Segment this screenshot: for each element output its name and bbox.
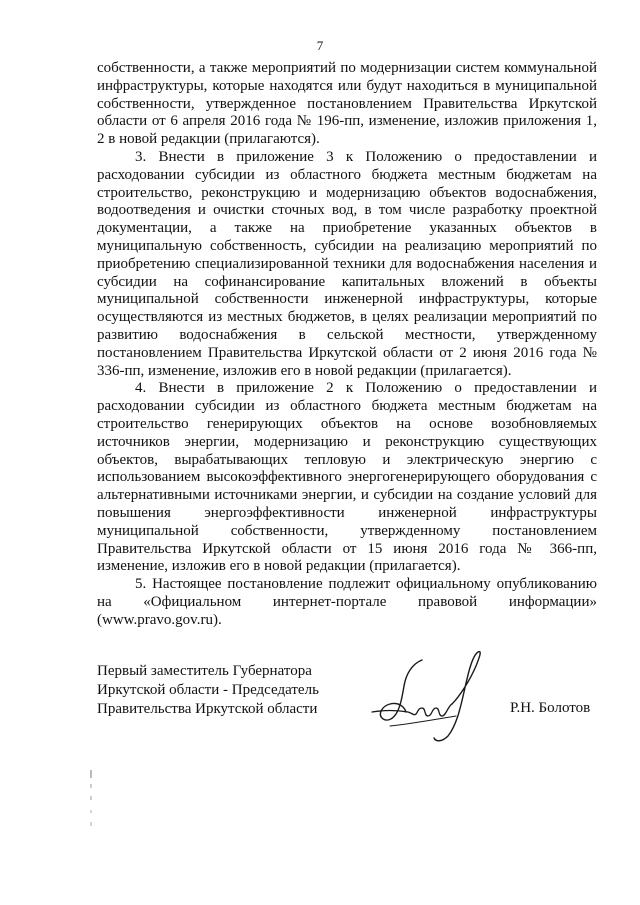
signatory-position-line: Правительства Иркутской области: [97, 701, 318, 717]
handwritten-signature: [360, 640, 500, 750]
paragraph-item-4: 4. Внести в приложение 2 к Положению о предоставлении и расходовании субсидии из областного бюджета местным бюджетам на строительство генерирующих объектов на основе возобновляемых источников энергии, модернизацию и реконструкцию существующих объектов, вырабатывающих тепловую и электрическую энергию с использованием высокоэффективного энергогенерирующего оборудования с альтернативными источниками энергии, и субсидии на создание условий для повышения энергоэффективности инженерной инфраструктуры муниципальной собственности, утвержденному постановлением Правительства Иркутской области от 15 июня 2016 года № 366-пп, изменение, изложив его в новой редакции (прилагается).: [97, 380, 597, 575]
paragraph-item-3: 3. Внести в приложение 3 к Положению о предоставлении и расходовании субсидии из областного бюджета местным бюджетам на строительство, реконструкцию и модернизацию объектов водоснабжения, водоотведения и очистки сточных вод, в том числе разработку проектной документации, а также на приобретение указанных объектов в муниципальную собственность, субсидии на реализацию мероприятий по приобретению специализированной техники для водоснабжения населения и субсидии на софинансирование капитальных вложений в объекты муниципальной собственности инженерной инфраструктуры, которые осуществляются из местных бюджетов, в целях реализации мероприятий по развитию водоснабжения в сельской местности, утвержденному постановлением Правительства Иркутской области от 2 июня 2016 года № 336-пп, изменение, изложив его в новой редакции (прилагается).: [97, 148, 597, 379]
paragraph-continuation: собственности, а также мероприятий по модернизации систем коммунальной инфраструктуры, которые находятся или будут находиться в муниципальной собственности, утвержденное постановлением Правительства Иркутской области от 6 апреля 2016 года № 196-пп, изменение, изложив приложения 1, 2 в новой редакции (прилагаются).: [97, 60, 597, 148]
paragraph-item-5: 5. Настоящее постановление подлежит официальному опубликованию на «Официальном интернет-портале правовой информации» (www.pravo.gov.ru).: [97, 576, 597, 628]
signatory-position-line: Иркутской области - Председатель: [97, 682, 319, 698]
document-body: [97, 60, 597, 630]
signatory-position-line: Первый заместитель Губернатора: [97, 663, 312, 679]
page-number: 7: [316, 38, 324, 53]
signatory-name: Р.Н. Болотов: [510, 700, 591, 716]
margin-scan-mark: [88, 770, 94, 830]
signatory-position: [97, 662, 319, 719]
